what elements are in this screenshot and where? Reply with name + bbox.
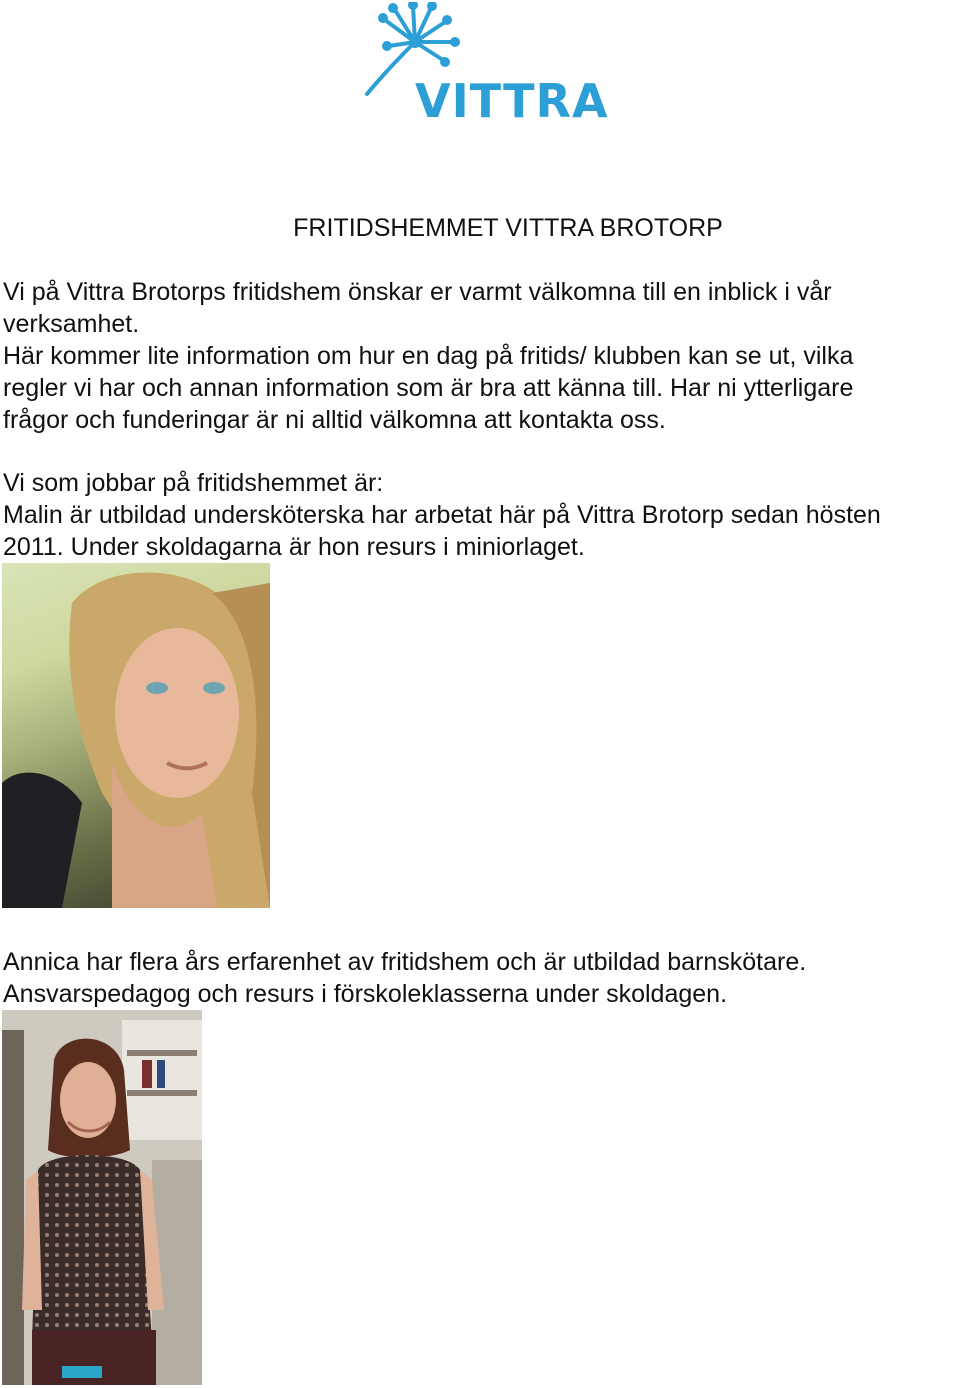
annica-photo — [2, 1010, 202, 1385]
intro-line: Vi på Vittra Brotorps fritidshem önskar er varmt välkomna till en inblick i vår — [3, 278, 832, 306]
malin-photo — [2, 563, 270, 908]
intro-line: verksamhet. — [3, 310, 140, 338]
annica-line: Annica har flera års erfarenhet av fritidshem och är utbildad barnskötare. — [3, 948, 807, 976]
staff-line: Vi som jobbar på fritidshemmet är: — [3, 469, 384, 497]
intro-line: frågor och funderingar är ni alltid välkomna att kontakta oss. — [3, 406, 666, 434]
staff-line: 2011. Under skoldagarna är hon resurs i miniorlaget. — [3, 533, 585, 561]
staff-line: Malin är utbildad undersköterska har arbetat här på Vittra Brotorp sedan hösten — [3, 501, 881, 529]
annica-paragraph — [3, 946, 960, 1010]
page-title: FRITIDSHEMMET VITTRA BROTORP — [293, 214, 723, 242]
portrait-illustration — [2, 1010, 202, 1385]
vittra-logo — [355, 2, 615, 130]
portrait-illustration — [2, 563, 270, 908]
staff-paragraph — [3, 467, 960, 563]
intro-paragraph — [3, 276, 960, 436]
intro-line: Här kommer lite information om hur en dag på fritids/ klubben kan se ut, vilka — [3, 342, 854, 370]
logo-wordmark: VITTRA — [415, 74, 609, 128]
intro-line: regler vi har och annan information som är bra att känna till. Har ni ytterligare — [3, 374, 854, 402]
annica-line: Ansvarspedagog och resurs i förskoleklasserna under skoldagen. — [3, 980, 728, 1008]
